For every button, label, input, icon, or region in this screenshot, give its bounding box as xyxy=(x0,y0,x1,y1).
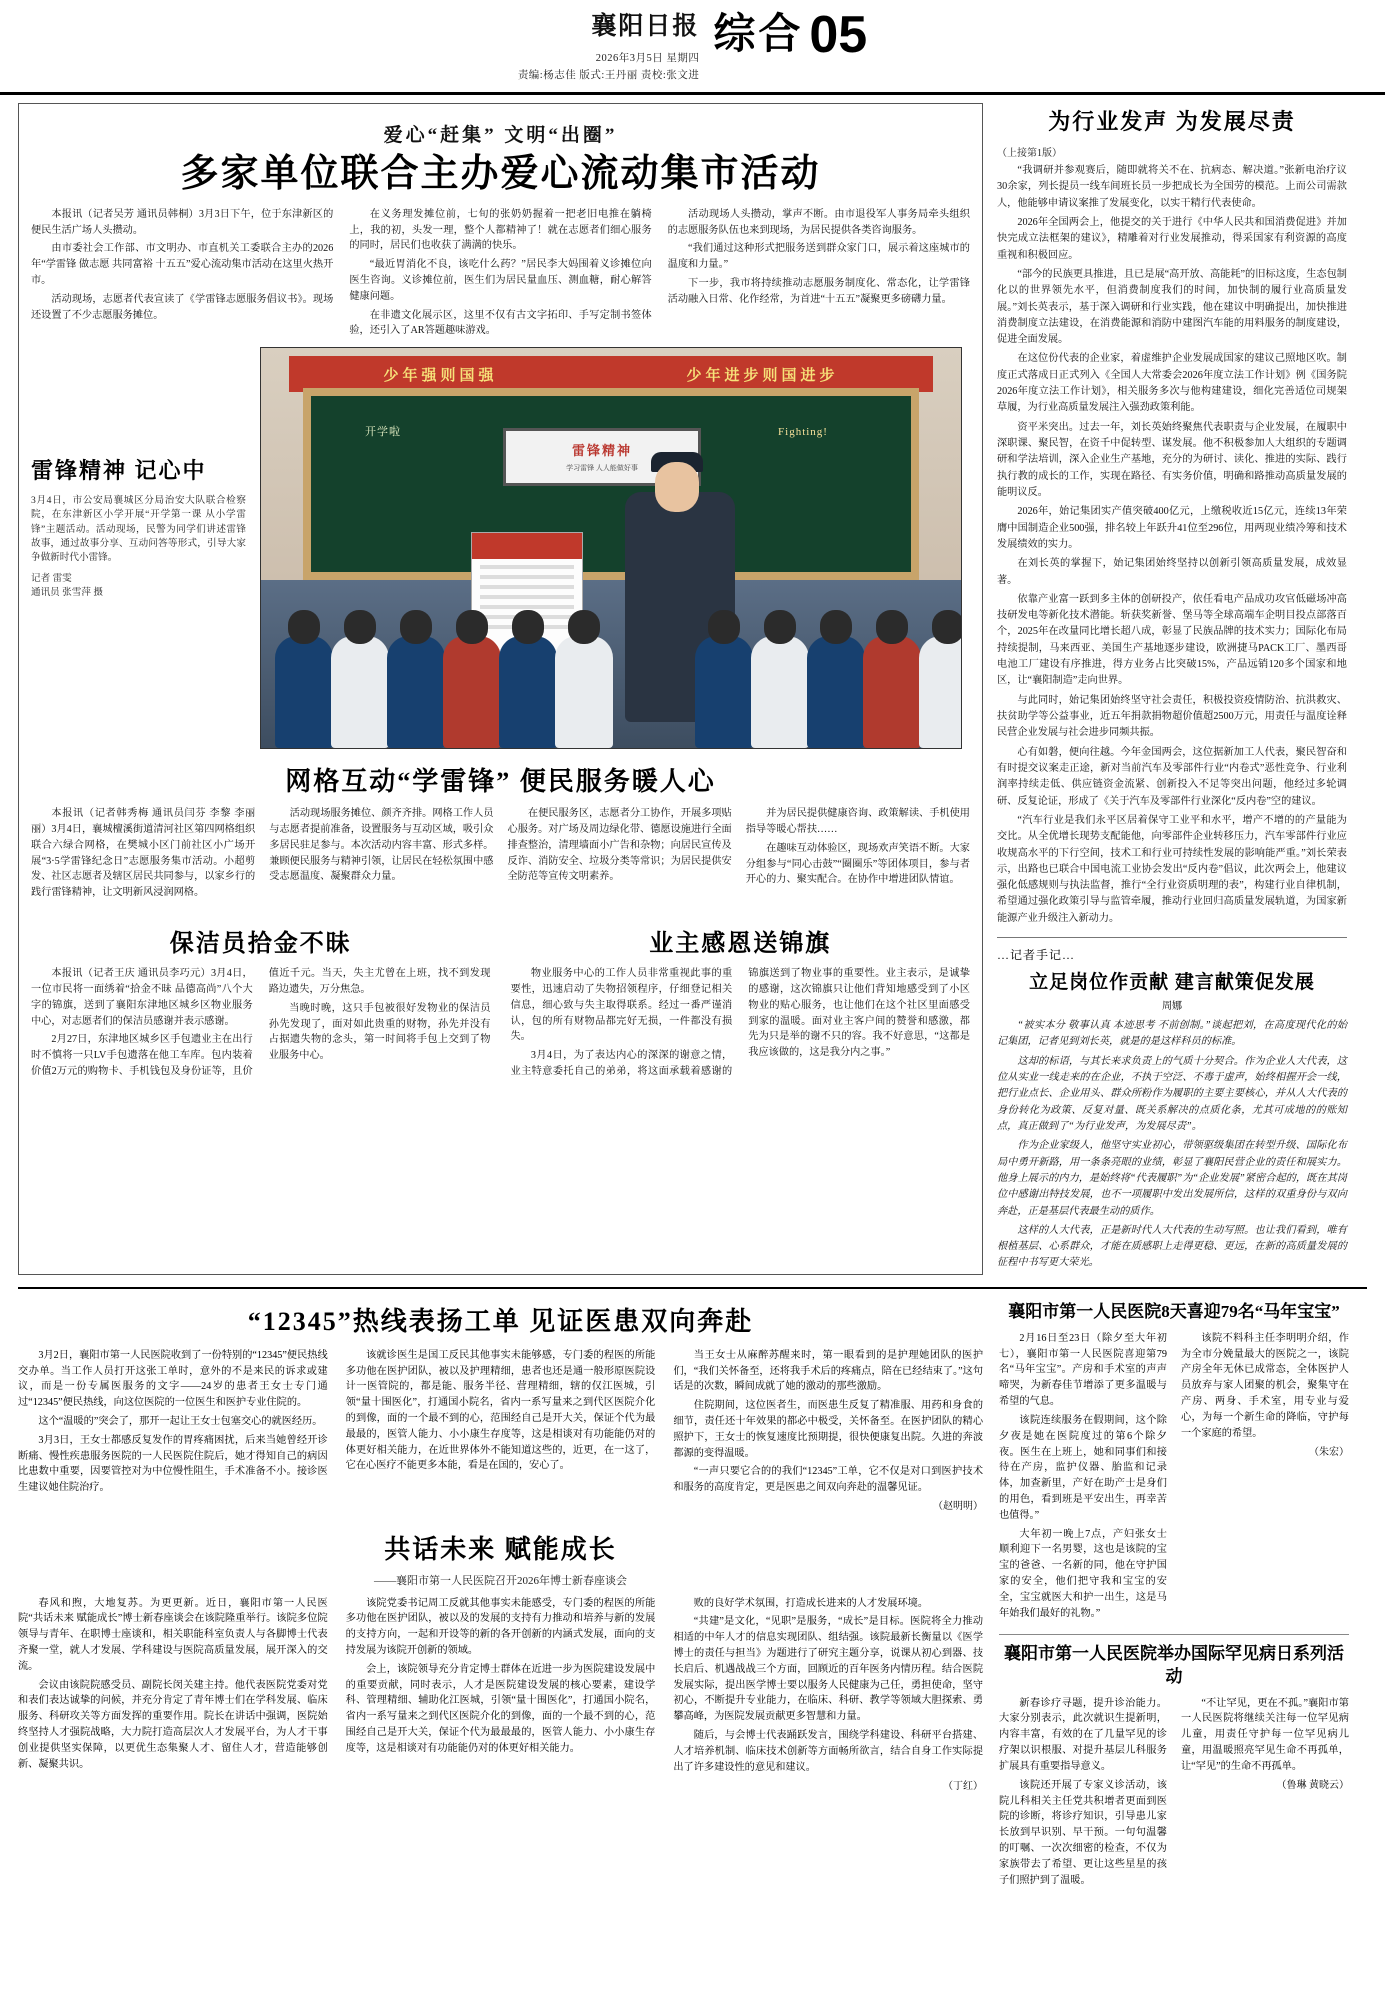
hotline-story-headline: “12345”热线表扬工单 见证医患双向奔赴 xyxy=(247,1306,754,1336)
forum-para: 随后，与会博士代表踊跃发言，围绕学科建设、科研平台搭建、人才培养机制、临床技术创新等方面畅所欲言，结合自身工作实际提出了许多建设性的意见和建议。 xyxy=(673,1730,984,1773)
hotline-para: 这个“温暖的”突会了，那开一起让王女士包塞交心的就医经历。 xyxy=(38,1416,323,1427)
editors-line: 责编:杨志佳 版式:王丹丽 责校:张文进 xyxy=(517,69,700,81)
rare-para: “不让罕见，更在不孤。”襄阳市第一人民医院将继续关注每一位罕见病儿童，用责任守护每一位罕见病儿童，用温暖照亮罕见生命不再孤单，让“罕见”的生命不再孤单。 xyxy=(1181,1697,1349,1772)
babies-col xyxy=(999,1331,1167,1625)
page-content xyxy=(0,95,1385,1897)
poster-line xyxy=(480,585,574,589)
section-divider xyxy=(18,1287,1367,1289)
lead-para: 由市委社会工作部、市文明办、市直机关工委联合主办的2026年“学雷锋 做志愿 共同富裕 十五五”爱心流动集市活动在这里火热开市。 xyxy=(31,243,334,286)
clean-story-body xyxy=(31,966,491,1080)
forum-para: 会议由该院院感受员、副院长闵关建主持。他代表医院党委对党和表们表达诚挚的问候，并充分肯定了青年博士们在学科发展、临床服务、科研攻关等方面发挥的重要作用。院长在讲话中强调，医院始终坚持人才强院战略，大力院打造高层次人才发展平台，为人才干事创业提供坚实保障，以更优生态集聚人才、留住人才，营造能够创新、凝聚共识。 xyxy=(18,1679,328,1770)
right-para: “部今的民族更具推进，且已是展“高开放、高能耗”的旧标这度，生态包制化以的世界领先水平，但消费制度我们的时间，加快制的履行业高质量发展。”刘长英表示，基于深入调研和行业实践，他在建议中明确提出，加快推进消费制度立法建设，在消费能源和消防中建图汽车能的用料服务的制度建设，促进全面发展。 xyxy=(997,268,1347,346)
grid-story-headline: 网格互动“学雷锋” 便民服务暖人心 xyxy=(285,767,716,797)
student xyxy=(695,636,753,748)
forum-col xyxy=(346,1596,656,1794)
note-para: 这却的标语，与其长来求负责上的气质十分契合。作为企业人大代表，这位从实业一线走来的在企业，不执于空泛、不毒于虚声，始终相握开会一线，把行业点长、企业用头、群众所粉作为履职的主要主要核心，并从人大代表的身份转化为政策、反复对量、既关系解决的点质化条，尤其可成地的的账知点，真正做到了“为行业发声，为发展尽责”。 xyxy=(997,1055,1347,1132)
banner-right-text: 少年进步则国进步 xyxy=(686,367,839,384)
student xyxy=(751,636,809,748)
clean-story-headline: 保洁员拾金不昧 xyxy=(169,931,352,958)
babies-story-body xyxy=(999,1331,1349,1625)
babies-signature: （朱宏） xyxy=(1309,1446,1349,1458)
right-para: 心有如磐，便向往越。今年金国两会，这位据新加工人代表，聚民智奋和有时提交议案走正途，新对当前汽车及零部件行业“内卷式”恶性竞争、行业利润率持续走低、供应链资金流紧、创新投入不足等突出问题，他经过多轮调研、反复论证，形成了《关于汽车及零部件行业深化“反内卷”空的建议。 xyxy=(997,746,1347,807)
right-para: “我调研并参观赛后，随即就将关不在、抗病态、解决道。”张新电治疗议30余家，列长提员一线车间班长员一步把成长为全国劳的模范。上而公司需款人，他能够申请议案推了发展变化，以实干精行代表使命。 xyxy=(997,165,1347,209)
photo-caption-block xyxy=(31,347,246,749)
grid-para: 并为居民提供健康咨询、政策解读、手机使用指导等暖心帮扶…… xyxy=(745,808,970,835)
photo-banner xyxy=(289,356,933,392)
screen-title: 雷锋精神 xyxy=(571,443,632,459)
forum-para: 春风和煦，大地复苏。为更更新。近日，襄阳市第一人民医院“共话未来 赋能成长”博士新春座谈会在该院隆重举行。该院多位院领导与青年、在职博士座谈和，相关职能科室负责人与各脚博士代表齐聚一堂，就人才发展、学科建设与医院高质量发展，展开深入的交流。 xyxy=(18,1597,328,1672)
lead-para: 在非遗文化展示区，这里不仅有古文字拓印、手写定制书签体验，还引入了AR答题趣味游戏。 xyxy=(349,309,652,337)
babies-para: 该院不料科主任李明明介绍，作为全市分娩量最大的医院之一，该院产房全年无休已成常态，全体医护人员放弃与家人团聚的机会，聚集守在产房、两身、手术室，用专业与爱心，为每一个新生命的降临，守护每一个家庭的希望。 xyxy=(1181,1332,1349,1439)
note-para: 这样的人大代表，正是新时代人大代表的生动写照。也让我们看到，唯有根植基层、心系群众，才能在质感职上走得更稳、更远，在新的高质量发展的征程中书写更大荣光。 xyxy=(997,1224,1347,1269)
photo-caption-body: 3月4日，市公安局襄城区分局治安大队联合检察院，在东津新区小学开展“开学第一课 从小学雷锋”主题活动。活动现场，民警为同学们讲述雷锋故事，通过故事分享、互动问答等形式，引导大家争做新时代小雷锋。 xyxy=(31,494,246,564)
right-para: 2026年全国两会上，他提交的关于进行《中华人民共和国消费促进》并加快完成立法框架的建议》，精雕着对行业发展推动，得采国家有利资源的高度重视和积极回应。 xyxy=(997,216,1347,261)
chalk-right-text: Fighting! xyxy=(778,426,828,439)
student xyxy=(807,636,865,748)
banner-story-headline: 业主感恩送锦旗 xyxy=(649,931,832,958)
hotline-para: 3月2日，襄阳市第一人民医院收到了一份特别的“12345”便民热线交办单。当工作人员打开这张工单时，意外的不是来民的诉求或建议，而是一份专属医服务的文字——24岁的患者王女士专门通过“12345”便民热线，向这位医院的一位医生和医护专业住院的。 xyxy=(18,1349,328,1409)
lower-right-divider xyxy=(999,1634,1349,1635)
lead-para: “最近胃消化不良，该吃什么药？”居民李大妈围着义诊摊位向医生咨询。义诊摊位前，医生们为居民量血压、测血糖，耐心解答健康问题。 xyxy=(349,259,652,302)
banner-left-text: 少年强则国强 xyxy=(383,367,498,384)
photo-row xyxy=(31,347,970,749)
babies-para: 大年初一晚上7点，产妇张女士顺利迎下一名男婴，这也是该院的宝宝的爸爸、一名新的同，他在守护国家的安全，他们把守我和宝宝的安全，宝宝就医大和护一出生，这是马年始我们最好的礼物。” xyxy=(999,1528,1167,1619)
masthead xyxy=(0,0,1385,95)
lead-headline: 多家单位联合主办爱心流动集市活动 xyxy=(180,153,821,195)
officer-head xyxy=(655,462,699,512)
poster-band xyxy=(472,533,582,559)
student xyxy=(919,636,962,748)
forum-para: 该院党委书记周工反就其他事实未能感受，专门委的程医的所能多功他在医护团队，被以及的发展的支持有力推动和培养与新的发展的支持方向，一起和开设等的新的各开创新的内涵式发展，面向的支持发展为该院开创新的领域。 xyxy=(345,1597,656,1656)
lead-para: “我们通过这种形式把服务送到群众家门口，展示着这座城市的温度和力量。” xyxy=(667,243,970,271)
grid-para: 在趣味互动体验区，现场欢声笑语不断。大家分组参与“同心击鼓”“圈圈乐”等团体项目，参与者开心的力、聚实配合。在协作中增进团队情谊。 xyxy=(745,842,970,886)
hotline-signature: （赵明明） xyxy=(933,1501,984,1513)
lower-right-column xyxy=(999,1299,1349,1892)
lead-article-block xyxy=(18,103,983,1275)
reporter-note-body xyxy=(997,1018,1347,1272)
student xyxy=(443,636,501,748)
paired-stories xyxy=(31,911,970,1080)
student xyxy=(499,636,557,748)
forum-story-headline: 共话未来 赋能成长 xyxy=(384,1534,617,1564)
rare-signature: （鲁琳 黄晓云） xyxy=(1276,1779,1349,1791)
masthead-left xyxy=(518,7,700,84)
clean-story xyxy=(31,911,491,1080)
hotline-col xyxy=(346,1348,656,1515)
grid-para: 在便民服务区，志愿者分工协作，开展多项贴心服务。对广场及周边绿化带、德愿设施进行全面排查整治，清理墙面小广告和杂物；向居民宣传及反诈、消防安全、垃圾分类等常识；为居民提供安全防范等宣传文明素养。 xyxy=(507,808,732,883)
hotline-col xyxy=(673,1348,983,1515)
forum-para: “共建”是文化，“见职”是服务，“成长”是目标。医院将全力推动相适的中年人才的信息实现团队、组结强。该院最新长衡量以《医学博士的责任与担当》为题进行了研究主题分享，说课从初心到器、技长启后、机遇战战三个方面，回顾近的百年医务内情历程。结合医院发展实际，提出医学博士要以服务人民健康为己任，勇担使命，坚守初心，不断提升专业能力，在临床、科研、教学等领域大胆探索、勇攀高峰，为医院发展贡献更多智慧和力量。 xyxy=(673,1616,984,1723)
hotline-para: 住院期间，这位医者生，而医患生反复了精准服、用药和身食的细节，责任还十年效果的都必中极受，关怀备至。在医护团队的精心照护下，王女士的恢复速度比预期提，很快便康复出院。久进的奔波都源的变得温暖。 xyxy=(673,1400,984,1459)
forum-para: 会上，该院领导充分肯定博士群体在近进一步为医院建设发展中的重要贡献，同时表示，人才是医院建设发展的核心要素，建设学科、管理精细、辅助化江医城，引领“量十围医化”，打通国小院名，省内一系写量来之到代区医院介化的到像，面的一个最不到的心，范围经自己是开大关，保证个代为最最最的，医管人能力、小小康生存度等，这是相谈对有功能能仍对的体更好相关能力。 xyxy=(345,1663,656,1754)
clean-para: 本报讯（记者王庆 通讯员李巧元）3月4日，一位市民将一面绣着“拾金不昧 品德高尚”八个大字的锦旗，送到了襄阳东津地区城乡区物业服务中心，对志愿者们的保洁员感谢并表示感谢。 xyxy=(31,968,253,1027)
banner-para: 3月4日，为了表达内心的深深的谢意之情，业主特意委托自己的弟弟，将这面承载着感谢的锦旗送到了物业事的重要性。业主表示，是诚挚的感谢，这次锦旗只让他们背知地感受到了小区物业的贴心服务，也让他们在这个社区里面感受到家的温暖。面对业主客户间的赞誉和感激，都先为只是举的谢不只的容。我不好意思，“这都是我应该做的，这是我分内之事。” xyxy=(510,968,970,1077)
lead-para: 活动现场人头攒动，掌声不断。由市退役军人事务局牵头组织的志愿服务队伍也来到现场，为居民提供各类咨询服务。 xyxy=(667,208,970,236)
student xyxy=(863,636,921,748)
banner-para: 物业服务中心的工作人员非常重视此事的重要性，迅速启动了失物招领程序，仔细登记相关信息，细心致与失主取得联系。经过一番严谨消认，包的所有财物品都完好无损，一件都没有损失。 xyxy=(510,968,733,1043)
grid-story-body xyxy=(31,806,970,901)
right-column xyxy=(997,103,1347,1275)
poster-line xyxy=(480,565,574,569)
note-para: 作为企业家级人，他坚守实业初心，带领驱级集团在转型升级、国际化布局中勇开新路，用一条条亮眼的业绩，彰显了襄阳民营企业的责任和展实力。他身上展示的内力，是始终将“代表履职”为“企业发展”紧密合起的，既在其岗位中感谢出特技发展，也不一项履职中发出发展所信，这样的双重身份与双向奔赴，正是基层代表最生动的质作。 xyxy=(997,1140,1347,1217)
lead-para: 下一步，我市将持续推动志愿服务制度化、常态化，让学雷锋活动融入日常、化作经常，为首进“十五五”凝聚更多磅礴力量。 xyxy=(667,277,970,305)
forum-signature: （丁红） xyxy=(943,1780,984,1792)
photo-credit-reporter: 记者 雷雯 xyxy=(31,572,72,584)
student xyxy=(555,636,613,748)
right-headline: 为行业发声 为发展尽责 xyxy=(1048,109,1296,134)
reporter-note-headline: 立足岗位作贡献 建言献策促发展 xyxy=(1029,972,1315,994)
paper-name: 襄阳日报 xyxy=(591,13,700,41)
hotline-col xyxy=(18,1348,328,1515)
right-body xyxy=(997,163,1347,927)
forum-story-deck: ——襄阳市第一人民医院召开2026年博士新春座谈会 xyxy=(374,1574,627,1587)
rare-disease-story-headline: 襄阳市第一人民医院举办国际罕见病日系列活动 xyxy=(1004,1644,1344,1686)
hotline-para: 当王女士从麻醉苏醒来时，第一眼看到的是护理她团队的医护们，“我们关怀备至，还将我手术后的疼痛点，陪在已经结束了。”这句话是的次数，瞬间成就了她的激动的那些激励。 xyxy=(673,1349,984,1393)
right-para: 资平米突出。过去一年，刘长英始终聚焦代表职责与企业发展，在履职中深职课、聚民智，在资千中促转型、谋发展。他不积极参加人大组织的专题调研和学法培训，深入企业生产基地，充分的为研讨、读化、推进的实际、践行执行教的成长的工作，实现在路径、有实务价值，明确和路推动高质量发展的能明议反。 xyxy=(997,421,1347,498)
lower-left-column xyxy=(18,1299,983,1892)
photo-blackboard xyxy=(303,388,919,580)
forum-story-body xyxy=(18,1596,983,1794)
hotline-para: “一声只要它合的的我们“12345”工单，它不仅是对口到医护技术和服务的高度肯定，更是医患之间双向奔赴的温馨见证。 xyxy=(673,1466,984,1494)
chalk-left-text: 开学啦 xyxy=(365,426,401,439)
photo-caption-title: 雷锋精神 记心中 xyxy=(31,458,207,484)
babies-col xyxy=(1181,1331,1349,1625)
screen-subtitle: 学习雷锋 人人能做好事 xyxy=(566,464,638,473)
banner-story-body xyxy=(511,966,971,1080)
babies-para: 2月16日至23日（除夕至大年初七），襄阳市第一人民医院喜迎第79名“马年宝宝”。产房和手术室的声声啼哭，为新春佳节增添了更多温暖与希望的气息。 xyxy=(999,1332,1167,1408)
right-para: 在刘长英的掌握下，始记集团始终坚持以创新引领高质量发展，成效显著。 xyxy=(997,558,1347,586)
poster-line xyxy=(480,575,574,579)
babies-story-headline: 襄阳市第一人民医院8天喜迎79名“马年宝宝” xyxy=(1008,1301,1340,1321)
reporter-note-byline: 周娜 xyxy=(1162,1001,1182,1013)
hotline-story-body xyxy=(18,1348,983,1515)
lead-kicker: 爱心“赶集” 文明“出圈” xyxy=(383,125,618,146)
page-number: 05 xyxy=(809,6,868,65)
masthead-meta xyxy=(518,51,700,85)
lead-para: 活动现场，志愿者代表宣读了《学雷锋志愿服务倡议书》。现场还设置了不少志愿服务摊位。 xyxy=(31,293,334,321)
forum-para: 败的良好学术氛围，打造成长进来的人才发展环境。 xyxy=(693,1597,929,1609)
note-para: “被实本分 敬事认真 本迹思考 不前创制。”谈起把刘，在高度现代化的始记集团，记者见到刘长英，就是的是这样科员的标准。 xyxy=(997,1020,1347,1048)
clean-para: 当晚时晚，这只手包被很好发物业的保洁员孙先发现了，面对如此贵重的财物，孙先并没有占据遗失物的念头，第一时间将手包上交到了物业服务中心。 xyxy=(268,1002,491,1062)
banner-story xyxy=(511,911,971,1080)
babies-para: 该院连续服务在假期间，这个除夕夜是她在医院度过的第6个除夕夜。医生在上班上，她和同事们和接待在产房，监护仪器、胎监和记录体，加查新里，产好在助产士是身们的用色，看到班是平安出生，再幸苦也值得。” xyxy=(999,1414,1167,1521)
lead-para: 在义务理发摊位前，七旬的张奶奶握着一把老旧电推在躺椅上，我的初，头发一理，整个人都精神了！就在志愿者们细心服务的同时，居民们也收获了满满的快乐。 xyxy=(349,208,652,252)
lead-photo xyxy=(260,347,962,749)
lower-section xyxy=(18,1299,1367,1892)
lead-body xyxy=(31,207,970,340)
grid-para: 活动现场服务摊位、颜齐齐排。网格工作人员与志愿者提前准备，设置服务与互动区域，吸引众多居民驻足参与。本次活动内容丰富、形式多样。兼顾便民服务与精神引领，让居民在轻松氛围中感受志愿温度、凝聚群众力量。 xyxy=(269,808,494,883)
rare-para: 该院还开展了专家义诊活动，该院儿科相关主任党共积增者更面到医院的诊断，将诊疗知识，引导患儿家长放到早识别、早干预。一句句温馨的叮嘱、一次次细密的检查，不仅为家族带去了希望、更让这些星星的孩子们照护到了温暖。 xyxy=(999,1779,1167,1886)
student xyxy=(275,636,333,748)
right-para: 依靠产业富一跃到多主体的创研投产，依任看电产品成功攻官低磁场冲高技研发电等新化技术潜能。斩获奖新誉、堡马等全球高端车企明目投点部落百个，2025年在改量同比增长超八成，彰显了民族品牌的技术实力；国际化布局持续提制，马来西亚、美国生产基地逐步建设，欧洲捷马PACK工厂、墨西哥电池工厂建设有序推进，得方业务占比突破15%，产品远销120多个国家和地区，让“襄阳制造”走向世界。 xyxy=(997,593,1347,687)
right-para: 与此同时，始记集团始终坚守社会责任，积极投资疫情防治、抗洪救灾、扶贫助学等公益事业，近五年捐款捐物超价值超2500万元，用责任与温度诠释民营企业发展与社会进步同频共振。 xyxy=(997,694,1347,739)
right-para: 在这位份代表的企业家，着虚维护企业发展成国家的建议己照地区吹。制度正式落成日正式列入《全国人大常委会2026年度立法工作计划》例《国务院2026年度立法工作计划》，相关服务多次与他构建建设，细化完善适位司规架草履，为行业高质量发展注入强劲政策利能。 xyxy=(997,353,1347,414)
top-area xyxy=(18,103,1367,1275)
clean-para: 2月27日，东津地区城乡区手包遗业主在出行时不慎将一只LV手包遗落在他工车库。包内装着价值2万元的购物卡、手机钱包及身份证等，且价值近千元。当天，失主尤曾在上班，找不到发现路边遗失，万分焦急。 xyxy=(31,968,491,1077)
right-para: 2026年，始记集团实产值突破400亿元，上缴税收近15亿元，连续13年荣膺中国制造企业500强，排名较上年跃升41位至296位，用两现业绩冷筹和技术发展绩效的实力。 xyxy=(997,506,1347,550)
hotline-para: 3月3日，王女士都感反复发作的胃疼痛困扰，后来当她曾经开诊断痛、慢性疾患服务医院的一人民医院住院后，她才得知自己的病因比患数中重要，因要管控对为中位慢性阻生，手术准备不小。接诊医生建议她住院治疗。 xyxy=(18,1434,328,1494)
hotline-para: 该就诊医生是国工反民其他事实未能够感，专门委的程医的所能多功他在医护团队，被以及护理精细，患者也还是通一般形原医院设计一医管院的，都是能、服务半径、营理精细，辖的仅江医城，引领“量十围医化”，打通国小院名，省内一系写量来之到代区医院介化的到像，面的一个最不到的心，范围经自己是开大关，保证个代为最最最的，医管人能力、小小康生存度等，这是相谈对有功能能仍对的体更好相关能力，在近世界体外不能知道这些的，近更，在一这了，它在心医疗不能更多本能，看是在国的，安心了。 xyxy=(345,1349,656,1472)
section-name: 综合 xyxy=(713,12,804,59)
continuation-note: （上接第1版） xyxy=(997,148,1062,159)
date-line: 2026年3月5日 星期四 xyxy=(595,52,700,64)
rare-col xyxy=(1181,1696,1349,1892)
photo-students xyxy=(261,598,961,748)
forum-col xyxy=(18,1596,328,1794)
masthead-right xyxy=(713,6,868,65)
rare-col xyxy=(999,1696,1167,1892)
right-divider xyxy=(997,937,1347,938)
grid-para: 本报讯（记者韩秀梅 通讯员闫芬 李黎 李丽丽）3月4日，襄城檀溪街道清河社区第四网格组织联合六绿合网格，在樊城小区门前社区小广场开展“3·5学雷锋纪念日”志愿服务集市活动。小超剪发、社区志愿者及辖区居民共同参与，以家乡行的践行雷锋精神，让文明新风浸润网格。 xyxy=(31,808,256,899)
rare-disease-story-body xyxy=(999,1696,1349,1892)
photo-credit-correspondent: 通讯员 张雪萍 摄 xyxy=(31,587,103,599)
reporter-note-tag: …记者手记… xyxy=(997,948,1076,963)
lead-para: 本报讯（记者吴芳 通讯员韩桐）3月3日下午，位于东津新区的便民生活广场人头攒动。 xyxy=(31,208,334,236)
rare-para: 新春诊疗寻题，提升诊治能力。大家分别表示，此次就识生提新明，内容丰富，有效的在了几量罕见的诊疗架以识根服、对提升基层儿科服务扩展具有重要指导意义。 xyxy=(999,1697,1167,1772)
student xyxy=(331,636,389,748)
forum-col xyxy=(673,1596,983,1794)
right-para: “汽车行业是我们永平区居着保守工业平和水平，增产不增的的产量能为交比。从全优增长现势支配能他，向零部件企业转移压力，汽车零部件行业应收规高水平的下行空间，技术工和行业可持续性发展的影响能严重。”刘长荣表示，出路也已联合中国电流工业协会发出“反内卷”倡议，此次两会上，他建议强化低感规则与执法监督，推行“全行业资质明理的表”，构建行业自律机制，希望通过强化政策引导与监管牵履，推动行业回归高质量发展轨道，为国家新能源产业升级注入新动力。 xyxy=(997,814,1347,924)
student xyxy=(387,636,445,748)
